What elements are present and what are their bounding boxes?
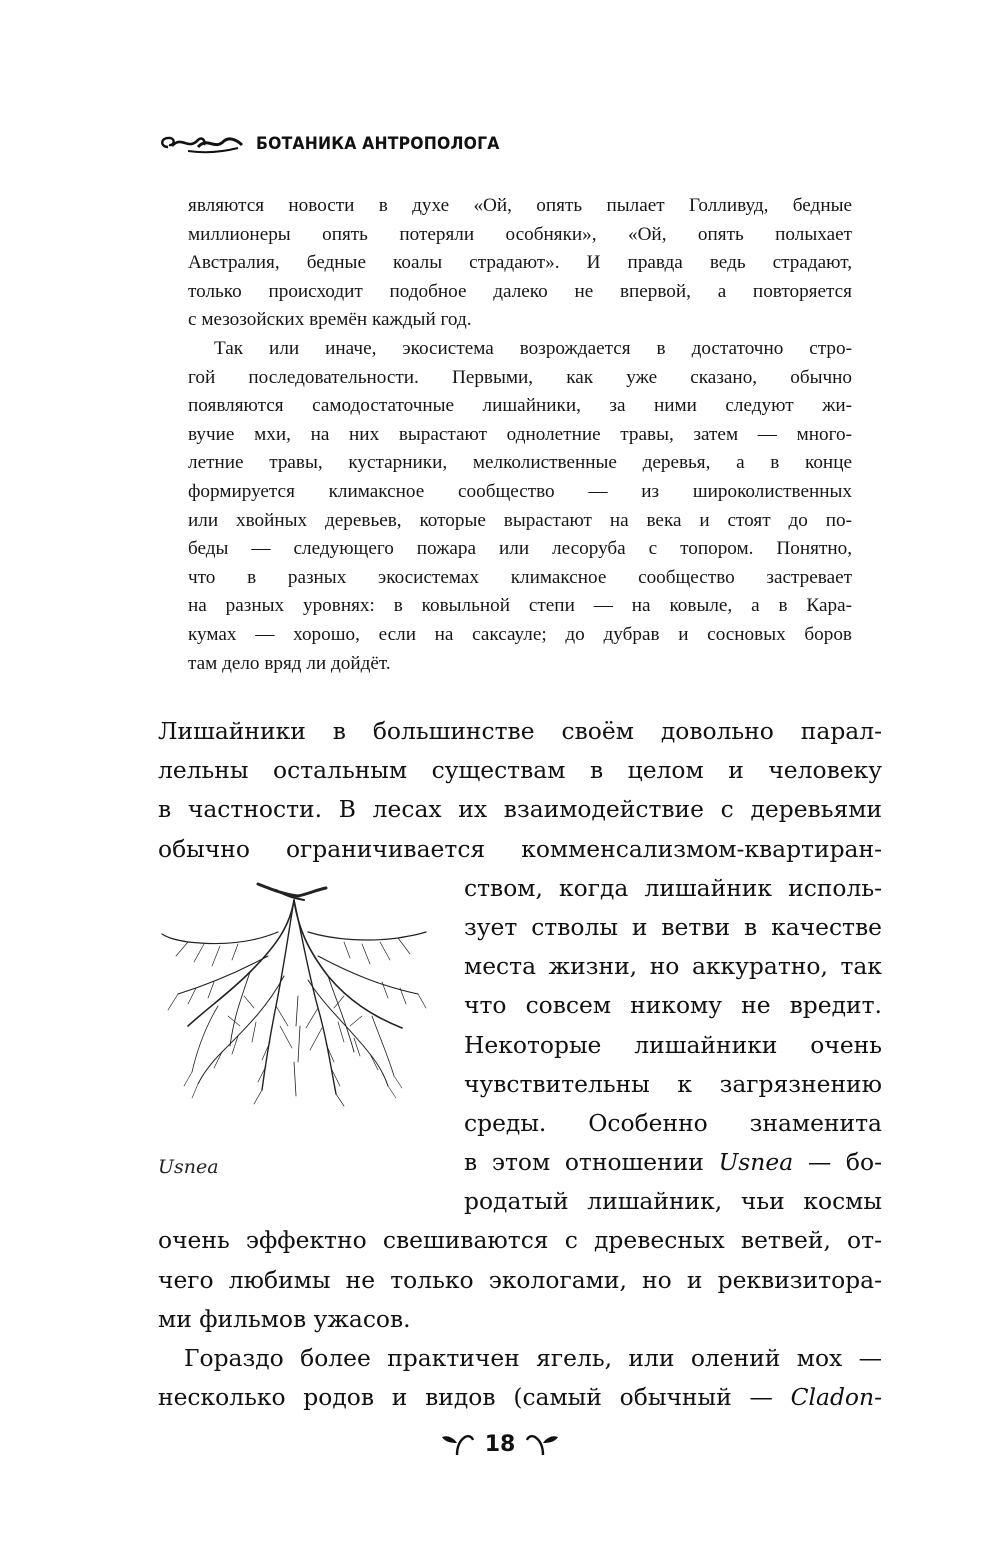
text-line: места жизни, но аккуратно, так (464, 952, 882, 981)
text-line (464, 1143, 882, 1182)
text-line: Гораздо более практичен ягель, или олений мох — (184, 1344, 882, 1372)
swash-ornament-icon (158, 129, 244, 159)
text-segment: — бо- (793, 1148, 882, 1177)
text-line: что совсем никому не вредит. (464, 991, 882, 1020)
text-line: что в разных экосистемах климаксное сообщество застревает (188, 566, 852, 588)
page-footer (0, 1424, 1000, 1464)
aside-passage (188, 192, 852, 678)
text-line: с мезозойских времён каждый год. (188, 309, 472, 331)
text-line: кумах — хорошо, если на саксауле; до дубрав и сосновых боров (188, 623, 852, 645)
running-header (158, 126, 521, 162)
text-line: чего любимы не только экологами, но и реквизитора- (158, 1265, 882, 1294)
text-line: там дело вряд ли дойдёт. (188, 652, 391, 674)
text-line: зует стволы и ветви в качестве (464, 912, 882, 941)
text-line: обычно ограничивается комменсализмом-квартиран- (158, 834, 882, 863)
text-line: на разных уровнях: в ковыльной степи — на ковыле, а в Кара- (188, 595, 852, 617)
text-line: Некоторые лишайники очень (464, 1030, 882, 1059)
text-line: вучие мхи, на них вырастают однолетние травы, затем — много- (188, 423, 852, 445)
text-line: Австралия, бедные коалы страдают». И правда ведь страдают, (188, 252, 852, 274)
text-line: Лишайники в большинстве своём довольно парал- (158, 717, 882, 745)
figure-caption: Usnea (158, 1156, 219, 1178)
text-line: летние травы, кустарники, мелколиственные деревья, а в конце (188, 452, 852, 474)
species-name: Usnea (718, 1148, 794, 1177)
text-line: ми фильмов ужасов. (158, 1304, 411, 1333)
text-line: родатый лишайник, чьи космы (464, 1187, 882, 1216)
text-line: миллионеры опять потеряли особняки», «Ой, опять полыхает (188, 223, 852, 245)
text-line: формируется климаксное сообщество — из широколиственных (188, 480, 852, 502)
species-name: Cladon- (790, 1383, 882, 1412)
text-line: или хвойных деревьев, которые вырастают на века и стоят до по- (188, 509, 852, 531)
sprout-left-icon (439, 1429, 475, 1459)
text-line: беды — следующего пожара или лесоруба с топором. Понятно, (188, 538, 852, 560)
text-line: Так или иначе, экосистема возрождается в достаточно стро- (214, 337, 852, 359)
text-line: чувствительны к загрязнению (464, 1069, 882, 1098)
text-line: являются новости в духе «Ой, опять пылает Голливуд, бедные (188, 195, 852, 216)
page-number: 18 (484, 1431, 516, 1457)
text-segment: в этом отношении (464, 1148, 719, 1177)
text-line: гой последовательности. Первыми, как уже сказано, обычно (188, 366, 852, 388)
text-line: в частности. В лесах их взаимодействие с деревьями (158, 795, 882, 824)
text-line: очень эффектно свешиваются с древесных ветвей, от- (158, 1226, 882, 1255)
sprout-right-icon (525, 1429, 561, 1459)
text-line (158, 1378, 882, 1417)
text-line: среды. Особенно знаменита (464, 1108, 882, 1137)
text-line: появляются самодостаточные лишайники, за ними следуют жи- (188, 395, 852, 417)
text-line: ством, когда лишайник исполь- (464, 873, 882, 902)
usnea-lichen-illustration (158, 876, 430, 1112)
running-header-title: БОТАНИКА АНТРОПОЛОГА (256, 134, 500, 154)
text-line: только происходит подобное далеко не впервой, а повторяется (188, 280, 852, 302)
text-line: лельны остальным существам в целом и человеку (158, 756, 882, 785)
text-segment: несколько родов и видов (самый обычный — (158, 1383, 791, 1412)
